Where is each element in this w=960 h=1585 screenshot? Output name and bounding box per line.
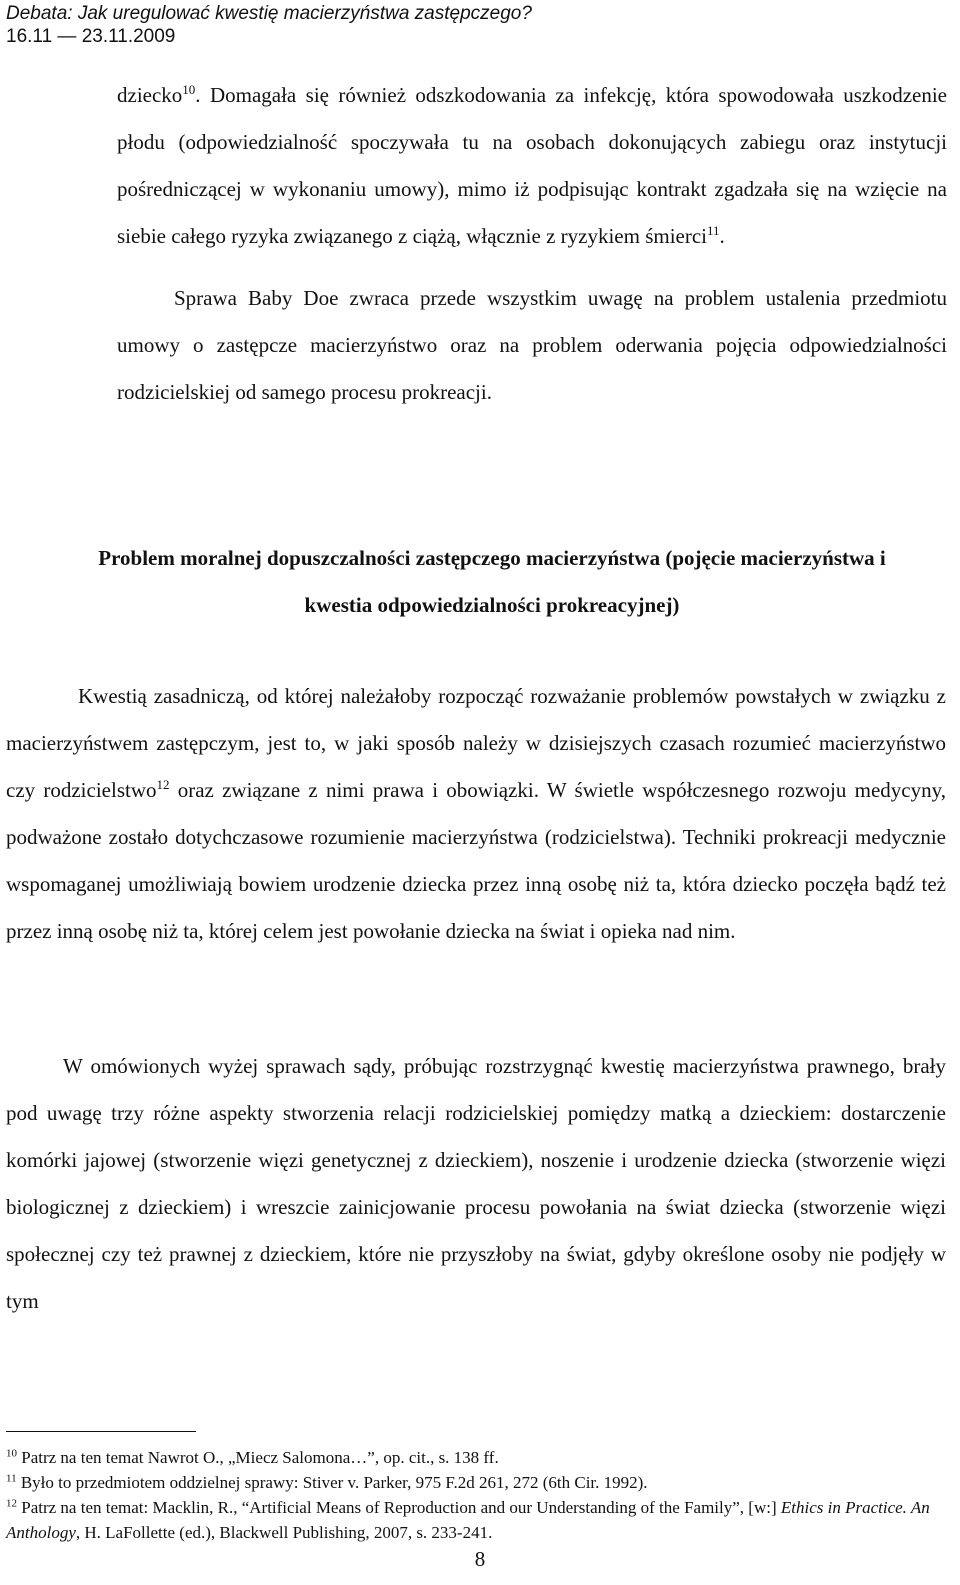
footnote-number: 12 [6,1497,17,1510]
footnote-number: 11 [6,1472,17,1485]
section-heading: Problem moralnej dopuszczalności zastępczego macierzyństwa (pojęcie macierzyństwa i kwestia odpowiedzialności prokreacyjnej) [98,546,886,617]
paragraph-1 [117,72,947,260]
footnote-text-end: , H. LaFollette (ed.), Blackwell Publishing, 2007, s. 233-241. [75,1523,493,1542]
footnote-text: Było to przedmiotem oddzielnej sprawy: Stiver v. Parker, 975 F.2d 261, 272 (6th Cir. 1992). [20,1473,648,1492]
header-title: Debata: Jak uregulować kwestię macierzyństwa zastępczego? [6,3,532,24]
footnote-text: Patrz na ten temat: Macklin, R., “Artificial Means of Reproduction and our Understanding of the Family”, [w:] [21,1498,781,1517]
paragraph-4: W omówionych wyżej sprawach sądy, próbując rozstrzygnąć kwestię macierzyństwa prawnego, brały pod uwagę trzy różne aspekty stworzenia relacji rodzicielskiej pomiędzy matką a dzieckiem: dostarczenie komórki jajowej (stworzenie więzi genetycznej z dzieckiem), noszenie i urodzenie dziecka (stworzenie więzi biologicznej z dzieckiem) i wreszcie zainicjowanie procesu powołania na świat dziecka (stworzenie więzi społecznej czy też prawnej z dzieckiem, które nie przyszłoby na świat, gdyby określone osoby nie podjęły w tym [6,1054,946,1313]
footnote-ref-11[interactable]: 11 [707,223,720,238]
footnote-text: Patrz na ten temat Nawrot O., „Miecz Salomona…”, op. cit., s. 138 ff. [21,1448,499,1467]
footnote-10 [6,1445,946,1470]
footnote-ref-12[interactable]: 12 [156,777,170,792]
footnotes [6,1445,946,1545]
footnote-11 [6,1470,946,1495]
paragraph-3-text-a: Kwestią zasadniczą, od której należałoby rozpocząć rozważanie problemów powstałych w związku z macierzyństwem zastępczym, jest to, w jaki sposób należy w dzisiejszych czasach rozumieć macierzyństwo czy rodzicielstwo [6,684,946,802]
paragraph-3 [6,673,946,955]
paragraph-1-text-c: . [719,224,725,248]
footnote-12 [6,1495,946,1545]
header-dates: 16.11 — 23.11.2009 [6,26,176,47]
page-number: 8 [474,1547,486,1571]
paragraph-2: Sprawa Baby Doe zwraca przede wszystkim uwagę na problem ustalenia przedmiotu umowy o zastępcze macierzyństwo oraz na problem oderwania pojęcia odpowiedzialności rodzicielskiej od samego procesu prokreacji. [117,286,947,404]
paragraph-3-text-b: oraz związane z nimi prawa i obowiązki. W świetle współczesnego rozwoju medycyny, podważone zostało dotychczasowe rozumienie macierzyństwa (rodzicielstwa). Techniki prokreacji medycznie wspomaganej umożliwiają bowiem urodzenie dziecka przez inną osobę niż ta, która dziecko poczęła bądź też przez inną osobę niż ta, której celem jest powołanie dziecka na świat i opieka nad nim. [6,778,946,943]
footnote-ref-10[interactable]: 10 [182,82,196,97]
footnote-book-title: Ethics in Practice. An Anthology [6,1498,930,1542]
footnote-number: 10 [6,1447,17,1460]
paragraph-1-text-a: dziecko [117,83,183,107]
page-header [6,2,532,48]
paragraph-1-text-b: . Domagała się również odszkodowania za infekcję, która spowodowała uszkodzenie płodu (odpowiedzialność spoczywała tu na osobach dokonujących zabiegu oraz instytucji pośredniczącej w wykonaniu umowy), mimo iż podpisując kontrakt zgadzała się na wzięcie na siebie całego ryzyka związanego z ciążą, włącznie z ryzykiem śmierci [117,83,947,248]
footnote-divider [6,1431,196,1432]
